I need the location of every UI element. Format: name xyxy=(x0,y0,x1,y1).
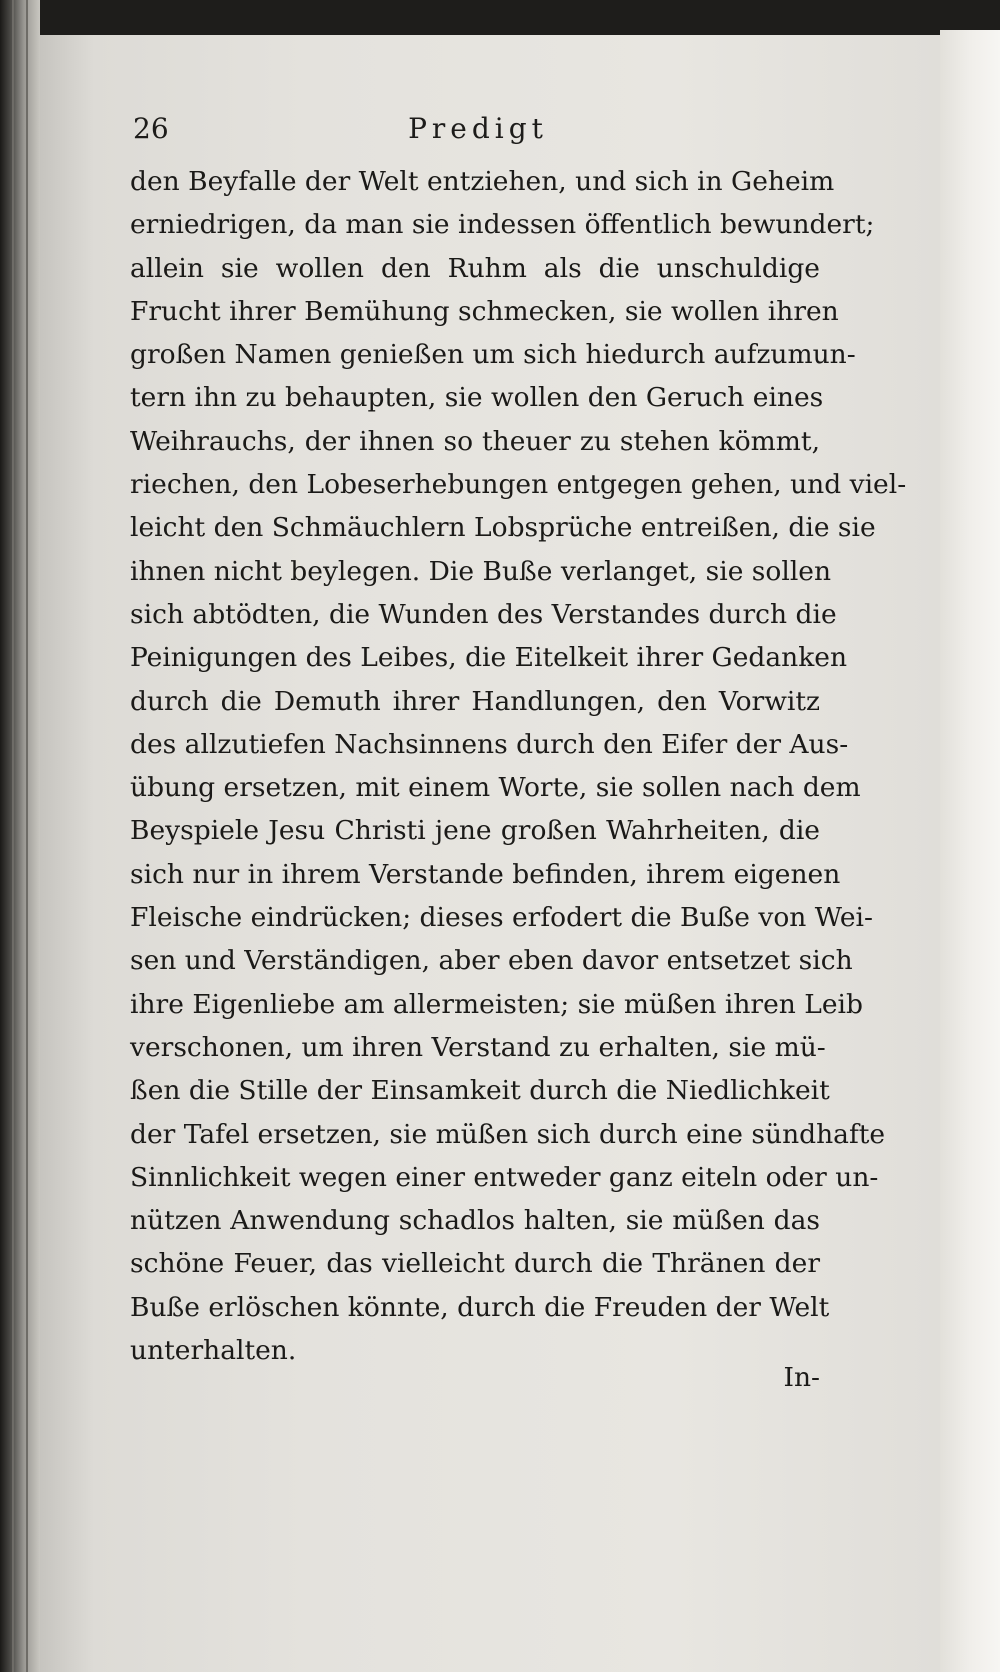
binding-edge-line xyxy=(26,0,28,1672)
text-line: Peinigungen des Leibes, die Eitelkeit ihrer Gedanken xyxy=(130,642,848,674)
text-line: durch die Demuth ihrer Handlungen, den Vorwitz xyxy=(130,685,820,717)
binding-edge-line xyxy=(12,0,14,1672)
text-line: tern ihn zu behaupten, sie wollen den Geruch eines xyxy=(130,382,824,414)
text-line: erniedrigen, da man sie indessen öffentlich bewundert; xyxy=(130,209,875,241)
text-line: sich nur in ihrem Verstande befinden, ihrem eigenen xyxy=(130,858,841,890)
text-line: schöne Feuer, das vielleicht durch die Thränen der xyxy=(130,1248,820,1280)
page-edge xyxy=(940,30,1000,1672)
text-line: Buße erlöschen könnte, durch die Freuden der Welt xyxy=(130,1291,830,1323)
text-line: ihre Eigenliebe am allermeisten; sie müßen ihren Leib xyxy=(130,988,863,1020)
text-line: ihnen nicht beylegen. Die Buße verlanget, sie sollen xyxy=(130,555,832,587)
text-line: ßen die Stille der Einsamkeit durch die Niedlichkeit xyxy=(130,1075,830,1107)
text-line: Frucht ihrer Bemühung schmecken, sie wollen ihren xyxy=(130,295,839,327)
text-line: des allzutiefen Nachsinnens durch den Eifer der Aus- xyxy=(130,728,849,760)
text-line: verschonen, um ihren Verstand zu erhalten, sie mü- xyxy=(130,1031,826,1063)
text-line: Weihrauchs, der ihnen so theuer zu stehen kömmt, xyxy=(130,425,820,457)
text-line: riechen, den Lobeserhebungen entgegen gehen, und viel- xyxy=(130,469,907,501)
body-text xyxy=(130,160,907,1372)
text-line: Fleische eindrücken; dieses erfodert die Buße von Wei- xyxy=(130,902,873,934)
text-line: übung ersetzen, mit einem Worte, sie sollen nach dem xyxy=(130,772,861,804)
text-line: Beyspiele Jesu Christi jene großen Wahrheiten, die xyxy=(130,815,820,847)
text-line: den Beyfalle der Welt entziehen, und sich in Geheim xyxy=(130,166,835,197)
text-line: Sinnlichkeit wegen einer entweder ganz eiteln oder un- xyxy=(130,1161,879,1193)
text-line: der Tafel ersetzen, sie müßen sich durch eine sündhafte xyxy=(130,1118,886,1150)
text-line: leicht den Schmäuchlern Lobsprüche entreißen, die sie xyxy=(130,512,876,544)
text-line: sich abtödten, die Wunden des Verstandes durch die xyxy=(130,598,837,630)
text-line: unterhalten. xyxy=(130,1335,297,1367)
book-binding xyxy=(0,0,40,1672)
page-number: 26 xyxy=(133,112,169,145)
text-line: sen und Verständigen, aber eben davor entsetzet sich xyxy=(130,945,853,977)
running-head: Predigt xyxy=(408,112,548,145)
text-line: nützen Anwendung schadlos halten, sie müßen das xyxy=(130,1205,820,1237)
text-line: allein sie wollen den Ruhm als die unschuldige xyxy=(130,252,820,284)
text-line: großen Namen genießen um sich hiedurch aufzumun- xyxy=(130,339,856,371)
catchword: In- xyxy=(783,1362,820,1393)
page-header xyxy=(133,112,823,152)
